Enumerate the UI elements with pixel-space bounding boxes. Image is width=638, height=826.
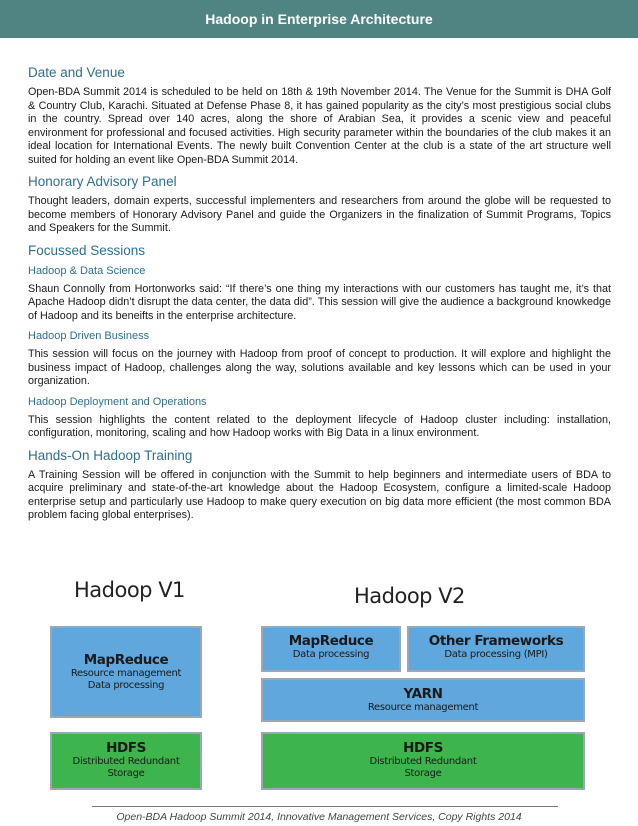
box-title: YARN [403, 686, 443, 702]
page-footer: Open-BDA Hadoop Summit 2014, Innovative Management Services, Copy Rights 2014 [116, 811, 522, 823]
box-subtitle: Distributed Redundant [72, 756, 180, 767]
training-text: A Training Session will be offered in conjunction with the Summit to help beginners and intermediate users of BDA to acquire preliminary and state-of-the-art knowledge about the Hadoop Ecosystem, configure a limited-scale Hadoop enterprise setup and particularly use Hadoop to make query execution on big data more efficient (the most common BDA problem facing global enterprises). [28, 468, 611, 521]
hadoop-v1-title: Hadoop V1 [74, 578, 185, 602]
box-subtitle: Storage [404, 768, 442, 779]
document-body [28, 64, 611, 529]
advisory-heading: Honorary Advisory Panel [28, 174, 177, 189]
v2-hdfs-box [261, 732, 585, 790]
session-title: Hadoop Deployment and Operations [28, 395, 207, 408]
v2-yarn-box [261, 678, 585, 722]
advisory-text: Thought leaders, domain experts, successful implementers and researchers from around the globe will be requested to become members of Honorary Advisory Panel and guide the Organizers in the finalization of Summit Programs, Topics and Speakers for the Summit. [28, 195, 611, 234]
session-title: Hadoop Driven Business [28, 330, 150, 342]
v1-mapreduce-box [50, 626, 202, 718]
box-title: HDFS [403, 740, 443, 756]
session-text: This session will focus on the journey with Hadoop from proof of concept to production. It will explore and highlight the business impact of Hadoop, challenges along the way, solutions available and key lessons which can be used in your organization. [28, 348, 611, 387]
date-venue-text: Open-BDA Summit 2014 is scheduled to be held on 18th & 19th November 2014. The Venue for the Summit is DHA Golf & Country Club, Karachi. Situated at Defense Phase 8, it has gained popularity as the city’s most prestigious social clubs in the country. Spread over 140 acres, along the shore of Arabian Sea, it provides a scenic view and peaceful environment for professional and focused activities. High security parameter within the boundaries of the club makes it an ideal location for International Events. The newly built Convention Center at the club is a state of the art structure well suited for holding an event like Open-BDA Summit 2014. [28, 86, 611, 166]
v2-other-frameworks-box [407, 626, 585, 672]
date-venue-heading: Date and Venue [28, 65, 125, 80]
session-text: Shaun Connolly from Hortonworks said: “If there’s one thing my interactions with our customers has taught me, it’s that Apache Hadoop didn’t disrupt the data center, the data did”. This session will give the audience a background knowkedge of Hadoop and its beneifts in the enterprise architecture. [28, 282, 611, 322]
box-title: MapReduce [83, 652, 169, 668]
session-text: This session highlights the content related to the deployment lifecycle of Hadoop cluster including: installation, configuration, monitoring, scaling and how Hadoop works with Big Data in a linux environment. [28, 413, 611, 439]
session-title: Hadoop & Data Science [28, 264, 146, 277]
box-subtitle: Data processing (MPI) [444, 649, 548, 660]
sessions-heading: Focussed Sessions [28, 242, 146, 258]
box-subtitle: Resource management [70, 668, 182, 679]
box-subtitle: Data processing [292, 649, 370, 660]
box-title: MapReduce [288, 633, 374, 649]
header-title: Hadoop in Enterprise Architecture [205, 11, 433, 27]
hadoop-architecture-diagram [0, 568, 638, 826]
footer-divider [92, 806, 558, 807]
box-subtitle: Data processing [87, 680, 165, 691]
box-subtitle: Resource management [367, 702, 479, 713]
box-title: Other Frameworks [428, 633, 564, 649]
v2-mapreduce-box [261, 626, 401, 672]
box-subtitle: Storage [107, 768, 145, 779]
page-header [0, 0, 638, 38]
training-heading: Hands-On Hadoop Training [28, 447, 193, 463]
box-title: HDFS [106, 740, 146, 756]
v1-hdfs-box [50, 732, 202, 790]
hadoop-v2-title: Hadoop V2 [354, 584, 465, 608]
box-subtitle: Distributed Redundant [369, 756, 477, 767]
